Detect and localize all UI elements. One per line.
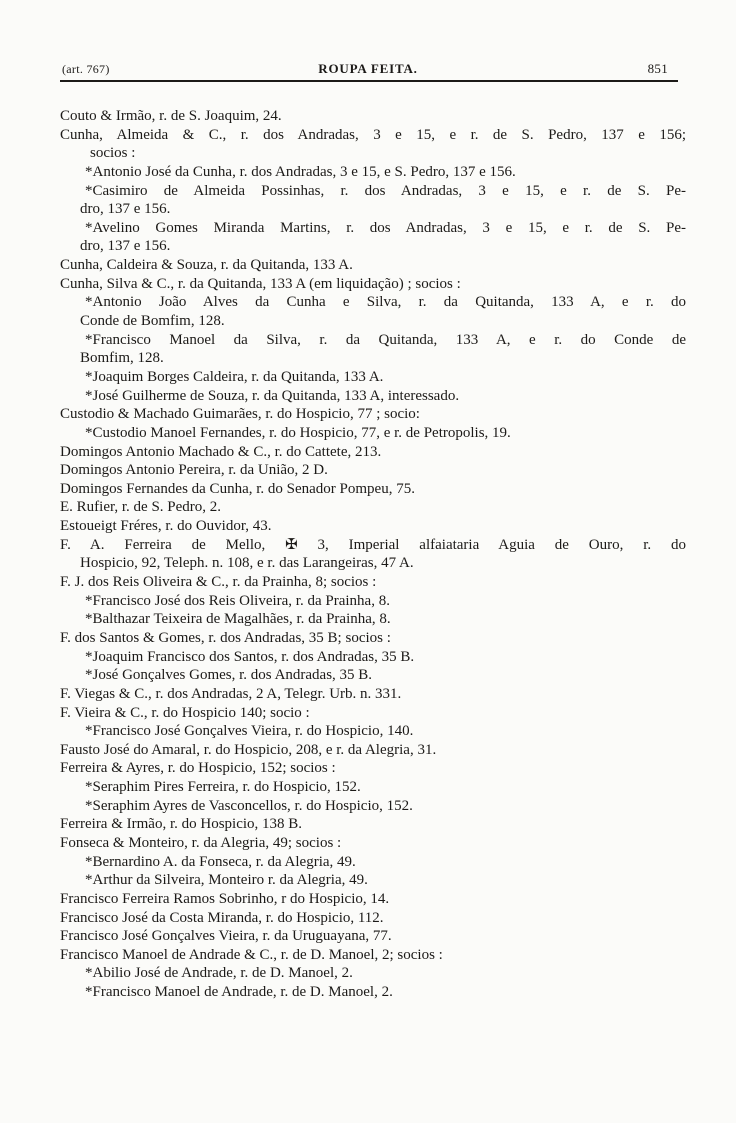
entry-line: *Antonio José da Cunha, r. dos Andradas, 3 e 15, e S. Pedro, 137 e 156. <box>85 163 516 180</box>
page-header <box>60 58 676 82</box>
entry-line: Domingos Antonio Machado & C., r. do Cattete, 213. <box>60 443 382 460</box>
section-title: ROUPA FEITA. <box>318 61 418 76</box>
entry-line: *Seraphim Ayres de Vasconcellos, r. do Hospicio, 152. <box>85 797 413 814</box>
entry-line: *Francisco José dos Reis Oliveira, r. da Prainha, 8. <box>85 592 390 609</box>
entry-line: F. J. dos Reis Oliveira & C., r. da Prainha, 8; socios : <box>60 574 377 591</box>
entry-line: *Avelino Gomes Miranda Martins, r. dos Andradas, 3 e 15, e r. de S. Pe- <box>85 219 686 236</box>
entry-line: Cunha, Almeida & C., r. dos Andradas, 3 e 15, e r. de S. Pedro, 137 e 156; <box>60 126 686 143</box>
article-reference: (art. 767) <box>62 62 110 76</box>
entry-line: E. Rufier, r. de S. Pedro, 2. <box>60 499 222 516</box>
entry-line: Bomfim, 128. <box>80 350 164 367</box>
entry-line: *Bernardino A. da Fonseca, r. da Alegria, 49. <box>85 853 356 870</box>
entry-line: dro, 137 e 156. <box>80 201 171 218</box>
entry-line: Ferreira & Ayres, r. do Hospicio, 152; socios : <box>60 760 336 777</box>
entry-line: *Joaquim Borges Caldeira, r. da Quitanda, 133 A. <box>85 368 384 385</box>
entry-line: *José Guilherme de Souza, r. da Quitanda, 133 A, interessado. <box>85 387 460 404</box>
entry-line: socios : <box>90 145 136 162</box>
entry-line: *Seraphim Pires Ferreira, r. do Hospicio, 152. <box>85 779 361 796</box>
entry-line: Domingos Antonio Pereira, r. da União, 2 D. <box>60 462 328 479</box>
entry-line: Fausto José do Amaral, r. do Hospicio, 208, e r. da Alegria, 31. <box>60 741 437 758</box>
entry-line: F. A. Ferreira de Mello, ✠ 3, Imperial alfaiataria Aguia de Ouro, r. do <box>60 536 686 553</box>
entry-line: Francisco José Gonçalves Vieira, r. da Uruguayana, 77. <box>60 928 392 945</box>
entry-line: Cunha, Caldeira & Souza, r. da Quitanda, 133 A. <box>60 257 353 274</box>
entry-line: Francisco Manoel de Andrade & C., r. de D. Manoel, 2; socios : <box>60 946 443 963</box>
entry-line: Francisco Ferreira Ramos Sobrinho, r do Hospicio, 14. <box>60 890 390 907</box>
entry-line: *Arthur da Silveira, Monteiro r. da Alegria, 49. <box>85 872 368 889</box>
entry-line: F. Viegas & C., r. dos Andradas, 2 A, Telegr. Urb. n. 331. <box>60 685 402 702</box>
entry-line: F. Vieira & C., r. do Hospicio 140; socio : <box>60 704 310 721</box>
entry-line: Custodio & Machado Guimarães, r. do Hospicio, 77 ; socio: <box>60 406 420 423</box>
entry-line: Ferreira & Irmão, r. do Hospicio, 138 B. <box>60 816 303 833</box>
entry-line: Cunha, Silva & C., r. da Quitanda, 133 A (em liquidação) ; socios : <box>60 275 461 292</box>
entry-line: dro, 137 e 156. <box>80 238 171 255</box>
entry-line: Estoueigt Fréres, r. do Ouvidor, 43. <box>60 518 272 535</box>
entry-line: *Balthazar Teixeira de Magalhães, r. da Prainha, 8. <box>85 611 391 628</box>
entry-line: Domingos Fernandes da Cunha, r. do Senador Pompeu, 75. <box>60 480 415 497</box>
entry-line: F. dos Santos & Gomes, r. dos Andradas, 35 B; socios : <box>60 629 391 646</box>
directory-entries <box>60 107 686 1002</box>
entry-line: Fonseca & Monteiro, r. da Alegria, 49; socios : <box>60 834 342 851</box>
entry-line: *Antonio João Alves da Cunha e Silva, r. da Quitanda, 133 A, e r. do <box>85 294 686 311</box>
header-rule <box>60 80 678 82</box>
entry-line: *Francisco Manoel de Andrade, r. de D. Manoel, 2. <box>85 984 393 1001</box>
entry-line: *Casimiro de Almeida Possinhas, r. dos Andradas, 3 e 15, e r. de S. Pe- <box>85 182 686 199</box>
entry-line: *Joaquim Francisco dos Santos, r. dos Andradas, 35 B. <box>85 648 415 665</box>
entry-line: *Francisco José Gonçalves Vieira, r. do Hospicio, 140. <box>85 723 414 740</box>
entry-line: Conde de Bomfim, 128. <box>80 313 225 330</box>
entry-line: *Francisco Manoel da Silva, r. da Quitanda, 133 A, e r. do Conde de <box>85 331 686 348</box>
entry-line: *Custodio Manoel Fernandes, r. do Hospicio, 77, e r. de Petropolis, 19. <box>85 424 511 441</box>
entry-line: Francisco José da Costa Miranda, r. do Hospicio, 112. <box>60 909 384 926</box>
page-number: 851 <box>647 61 668 76</box>
entry-line: *José Gonçalves Gomes, r. dos Andradas, 35 B. <box>85 667 373 684</box>
entry-line: Couto & Irmão, r. de S. Joaquim, 24. <box>60 108 282 124</box>
entry-line: Hospicio, 92, Teleph. n. 108, e r. das Larangeiras, 47 A. <box>80 555 414 572</box>
entry-line: *Abilio José de Andrade, r. de D. Manoel, 2. <box>85 965 353 982</box>
